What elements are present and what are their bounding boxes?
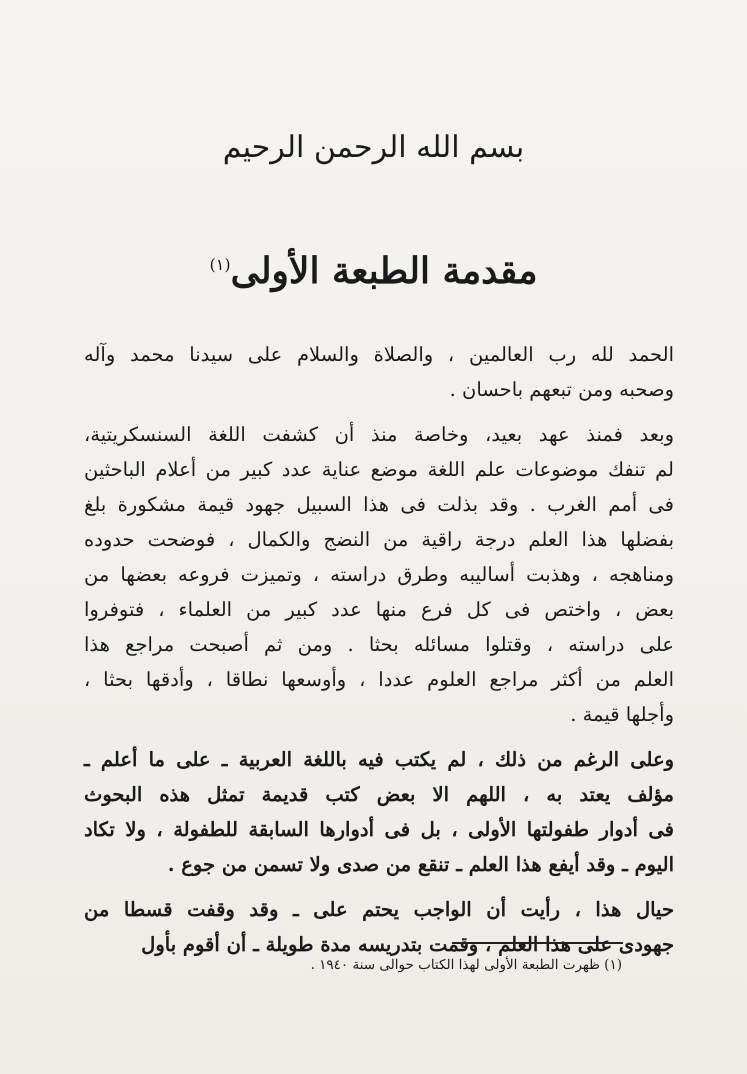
basmala-heading: بسم الله الرحمن الرحيم — [222, 130, 525, 165]
text-line: بفضلها هذا العلم درجة راقية من النضج والكمال ، فوضحت حدوده — [84, 528, 674, 551]
text-line: وعلى الرغم من ذلك ، لم يكتب فيه باللغة العربية ـ على ما أعلم ـ — [84, 748, 674, 771]
title-footnote-marker: (١) — [209, 255, 231, 274]
text-line: جهودى على هذا العلم ، وقمت بتدريسه مدة طويلة ـ أن أقوم بأول — [141, 933, 674, 956]
text-line: وأجلها قيمة . — [570, 703, 674, 726]
paragraph — [84, 337, 674, 407]
text-line: على دراسته ، وقتلوا مسائله بحثا . ومن ثم أصبحت مراجع هذا — [84, 633, 674, 656]
paragraph — [84, 417, 674, 732]
text-line: مؤلف يعتد به ، اللهم الا بعض كتب قديمة تمثل هذه البحوث — [84, 783, 674, 806]
paragraph — [84, 892, 674, 962]
paragraph — [84, 742, 674, 882]
footnote: (١) ظهرت الطبعة الأولى لهذا الكتاب حوالى سنة ١٩٤٠ . — [310, 957, 622, 973]
text-line: الحمد لله رب العالمين ، والصلاة والسلام على سيدنا محمد وآله — [84, 343, 674, 366]
text-line: حيال هذا ، رأيت أن الواجب يحتم على ـ وقد وقفت قسطا من — [84, 898, 674, 921]
text-line: فى أمم الغرب . وقد بذلت فى هذا السبيل جهود قيمة مشكورة بلغ — [84, 493, 674, 516]
text-line: فى أدوار طفولتها الأولى ، بل فى أدوارها السابقة للطفولة ، ولا تكاد — [84, 818, 674, 841]
page-title — [0, 250, 747, 292]
body-text — [84, 337, 674, 972]
text-line: ومناهجه ، وهذبت أساليبه وطرق دراسته ، وتميزت فروعه بعضها من — [84, 563, 674, 586]
text-line: اليوم ـ وقد أيفع هذا العلم ـ تنقع من صدى ولا تسمن من جوع . — [167, 853, 674, 876]
text-line: لم تنفك موضوعات علم اللغة موضع عناية عدد كبير من أعلام الباحثين — [84, 458, 674, 481]
text-line: وصحبه ومن تبعهم باحسان . — [449, 378, 674, 401]
text-line: العلم من أكثر مراجع العلوم عددا ، وأوسعها نطاقا ، وأدقها بحثا ، — [84, 668, 674, 691]
page-title-text: مقدمة الطبعة الأولى — [230, 250, 538, 292]
text-line: وبعد فمنذ عهد بعيد، وخاصة منذ أن كشفت اللغة السنسكريتية، — [84, 423, 674, 446]
footnote-divider — [452, 942, 623, 944]
text-line: بعض ، واختص فى كل فرع منها عدد كبير من العلماء ، فتوفروا — [84, 598, 674, 621]
